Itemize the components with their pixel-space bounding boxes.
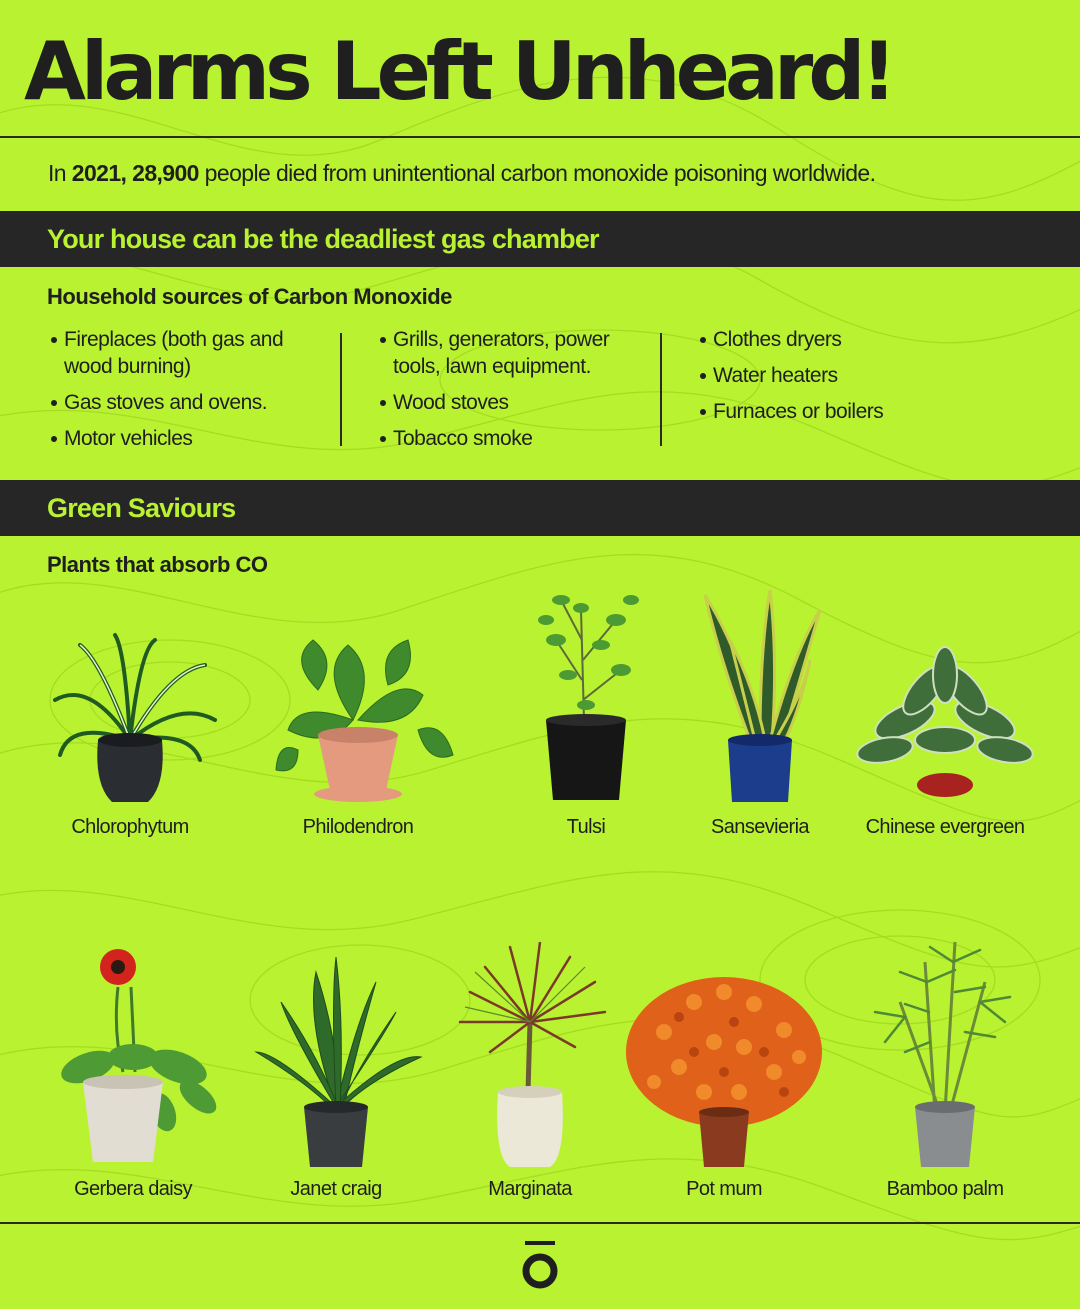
spider-plant-icon — [30, 580, 230, 810]
page-title: Alarms Left Unheard! — [24, 25, 893, 118]
co-source-item: Grills, generators, power tools, lawn equipment. — [377, 326, 647, 380]
co-source-item: Wood stoves — [377, 389, 647, 416]
bamboo-palm-icon — [845, 942, 1045, 1172]
co-source-item: Water heaters — [697, 362, 957, 389]
co-sources-column-2 — [377, 326, 647, 461]
section-banner-green-saviours: Green Saviours — [0, 480, 1080, 536]
philodendron-icon — [258, 580, 458, 810]
plant-name: Pot mum — [686, 1178, 762, 1200]
plant-card-tulsi — [486, 580, 686, 840]
plant-name: Sansevieria — [711, 816, 809, 838]
plant-name: Tulsi — [566, 816, 606, 838]
plant-name: Chinese evergreen — [865, 816, 1025, 838]
co-sources-column-3 — [697, 326, 957, 434]
co-sources-heading: Household sources of Carbon Monoxide — [47, 284, 452, 309]
chinese-evergreen-icon — [845, 580, 1045, 810]
brand-logo-icon — [519, 1239, 561, 1291]
snake-plant-icon — [660, 580, 860, 810]
footer-divider — [0, 1222, 1080, 1224]
co-source-item: Fireplaces (both gas and wood burning) — [48, 326, 328, 380]
plant-name: Chlorophytum — [71, 816, 189, 838]
plant-card-sansevieria — [660, 580, 860, 840]
co-source-item: Motor vehicles — [48, 425, 328, 452]
pot-mum-icon — [624, 942, 824, 1172]
plant-card-pot-mum — [624, 942, 824, 1202]
intro-statistic: In 2021, 28,900 people died from unintentional carbon monoxide poisoning worldwide. — [48, 160, 876, 186]
column-divider — [340, 333, 342, 446]
plant-name: Marginata — [488, 1178, 572, 1200]
death-count: 2021, 28,900 — [71, 160, 199, 186]
co-source-item: Furnaces or boilers — [697, 398, 957, 425]
plant-card-philodendron — [258, 580, 458, 840]
tulsi-icon — [486, 580, 686, 810]
co-source-item: Clothes dryers — [697, 326, 957, 353]
co-source-item: Tobacco smoke — [377, 425, 647, 452]
janet-craig-icon — [236, 942, 436, 1172]
plant-card-bamboo-palm — [845, 942, 1045, 1202]
plant-card-gerbera-daisy — [33, 942, 233, 1202]
co-sources-column-1 — [48, 326, 328, 461]
divider — [0, 136, 1080, 138]
plant-name: Philodendron — [302, 816, 414, 838]
plant-card-chinese-evergreen — [845, 580, 1045, 840]
plant-card-chlorophytum — [30, 580, 230, 840]
gerbera-daisy-icon — [33, 942, 233, 1172]
column-divider — [660, 333, 662, 446]
plant-card-janet-craig — [236, 942, 436, 1202]
plants-heading: Plants that absorb CO — [47, 552, 268, 577]
plant-name: Janet craig — [290, 1178, 382, 1200]
plant-name: Bamboo palm — [886, 1178, 1004, 1200]
co-source-item: Gas stoves and ovens. — [48, 389, 328, 416]
plant-name: Gerbera daisy — [74, 1178, 192, 1200]
section-banner-gas-chamber: Your house can be the deadliest gas chamber — [0, 211, 1080, 267]
marginata-icon — [430, 942, 630, 1172]
plant-card-marginata — [430, 942, 630, 1202]
